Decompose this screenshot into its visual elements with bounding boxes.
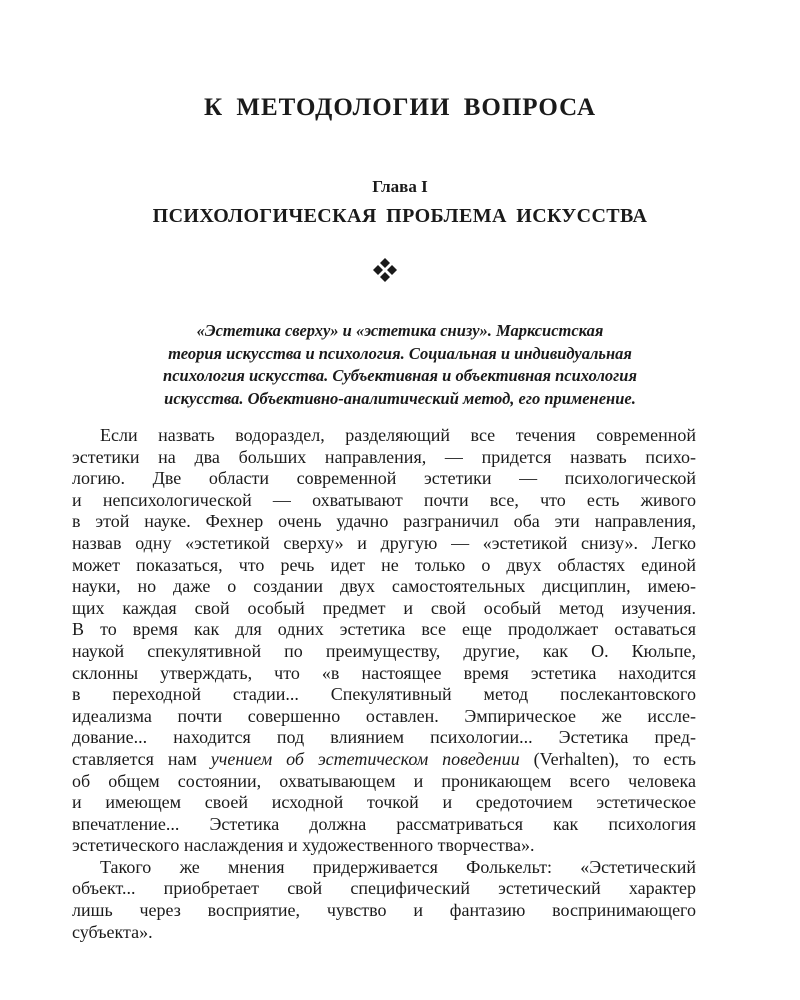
body-line: идеализма почти совершенно оставлен. Эмпирическое же иссле- bbox=[72, 705, 696, 726]
body-line: и имеющем своей исходной точкой и средоточием эстетическое bbox=[72, 792, 696, 813]
body-line: В то время как для одних эстетика все еще продолжает оставаться bbox=[72, 619, 696, 640]
body-line: и непсихологической — охватывают почти все, что есть живого bbox=[72, 489, 696, 510]
italic-term: учением об эстетическом поведении bbox=[210, 748, 520, 769]
body-line: лишь через восприятие, чувство и фантазию воспринимающего bbox=[72, 900, 696, 921]
body-line: наукой спекулятивной по преимуществу, другие, как О. Кюльпе, bbox=[72, 640, 696, 661]
body-line: логию. Две области современной эстетики — психологической bbox=[72, 468, 696, 489]
body-line: щих каждая свой особый предмет и свой особый метод изучения. bbox=[72, 597, 696, 618]
chapter-title: ПСИХОЛОГИЧЕСКАЯ ПРОБЛЕМА ИСКУССТВА bbox=[152, 205, 648, 227]
body-line: субъекта». bbox=[72, 921, 153, 942]
abstract-line: теория искусства и психология. Социальная и индивидуальная bbox=[168, 343, 632, 363]
body-line: объект... приобретает свой специфический эстетический характер bbox=[72, 878, 696, 899]
body-line: склонны утверждать, что «в настоящее время эстетика находится bbox=[72, 662, 696, 683]
body-line: может показаться, что речь идет не только о двух областях единой bbox=[72, 554, 696, 575]
body-text bbox=[72, 425, 696, 943]
body-line: эстетики на два больших направления, — придется назвать психо- bbox=[72, 446, 696, 467]
body-line-mixed bbox=[72, 749, 696, 771]
four-diamond-ornament-icon bbox=[370, 256, 400, 286]
chapter-abstract bbox=[95, 320, 705, 410]
body-line: впечатление... Эстетика должна рассматриваться как психология bbox=[72, 813, 696, 834]
chapter-label: Глава I bbox=[372, 177, 428, 196]
body-line: в этой науке. Фехнер очень удачно разграничил оба эти направления, bbox=[72, 511, 696, 532]
body-line: науки, но даже о создании двух самостоятельных дисциплин, имею- bbox=[72, 576, 696, 597]
abstract-line: психология искусства. Субъективная и объективная психология bbox=[163, 366, 637, 385]
body-line: в переходной стадии... Спекулятивный метод послекантовского bbox=[72, 684, 696, 705]
body-line: дование... находится под влиянием психологии... Эстетика пред- bbox=[72, 727, 696, 748]
abstract-line: искусства. Объективно-аналитический метод, его применение. bbox=[164, 388, 636, 408]
body-line: эстетического наслаждения и художественного творчества». bbox=[72, 835, 535, 856]
part-title: К МЕТОДОЛОГИИ ВОПРОСА bbox=[203, 94, 597, 121]
abstract-line: «Эстетика сверху» и «эстетика снизу». Марксистская bbox=[196, 321, 604, 340]
body-line: об общем состоянии, охватывающем и проникающем всего человека bbox=[72, 770, 696, 791]
body-line: Если назвать водораздел, разделяющий все течения современной bbox=[100, 425, 696, 445]
body-line: Такого же мнения придерживается Фолькельт: «Эстетический bbox=[100, 856, 696, 877]
body-line-part: ставляется нам bbox=[72, 748, 211, 769]
body-line-part: (Verhalten), то есть bbox=[519, 748, 696, 769]
body-line: назвав одну «эстетикой сверху» и другую — «эстетикой снизу». Легко bbox=[72, 532, 696, 553]
